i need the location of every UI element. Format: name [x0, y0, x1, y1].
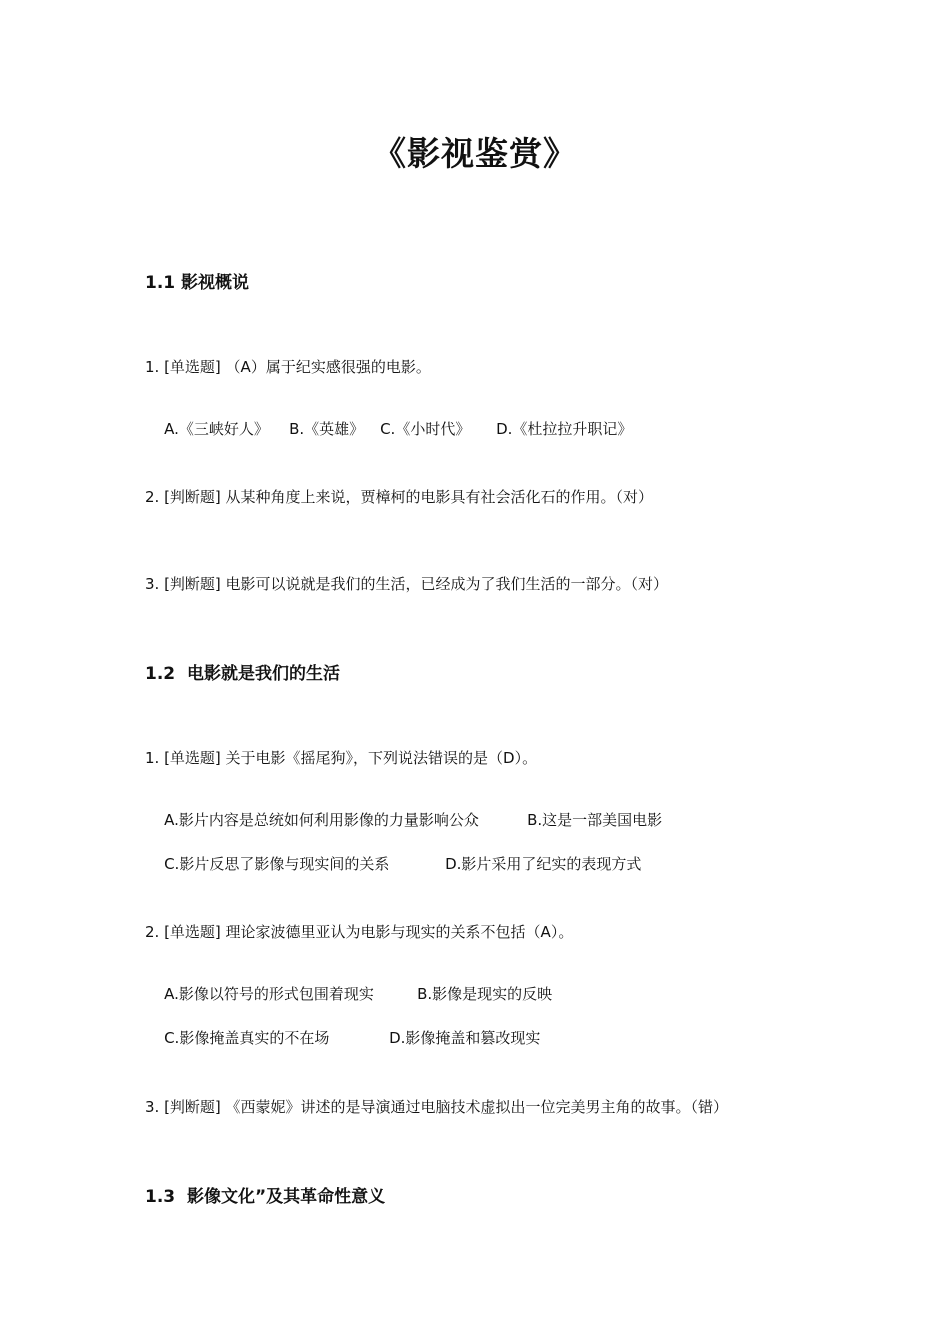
option-b: B.影像是现实的反映 [417, 985, 553, 1003]
option-c: C.影像掩盖真实的不在场 [164, 1029, 330, 1047]
question-1-2-1-stem: 1. [单选题] 关于电影《摇尾狗》，下列说法错误的是（D）。 [145, 749, 538, 767]
option-d: D.《杜拉拉升职记》 [496, 420, 633, 438]
option-a: A.影片内容是总统如何利用影像的力量影响公众 [164, 811, 479, 829]
option-b: B.这是一部美国电影 [527, 811, 663, 829]
option-a: A.《三峡好人》 [164, 420, 269, 438]
question-1-1-1-options [145, 400, 632, 457]
section-heading-1-1: 1.1 影视概说 [145, 273, 250, 293]
option-c: C.影片反思了影像与现实间的关系 [164, 855, 390, 873]
option-c: C.《小时代》 [380, 420, 471, 438]
question-1-2-2-options-row2 [145, 1009, 540, 1066]
section-heading-1-2: 1.2 电影就是我们的生活 [145, 664, 340, 684]
question-1-2-1-options-row2 [145, 835, 641, 892]
question-1-1-2-stem: 2. [判断题] 从某种角度上来说，贾樟柯的电影具有社会活化石的作用。（对） [145, 488, 654, 506]
option-d: D.影片采用了纪实的表现方式 [445, 855, 642, 873]
question-1-1-3-stem: 3. [判断题] 电影可以说就是我们的生活，已经成为了我们生活的一部分。（对） [145, 575, 669, 593]
option-b: B.《英雄》 [289, 420, 365, 438]
question-1-2-3-stem: 3. [判断题] 《西蒙妮》讲述的是导演通过电脑技术虚拟出一位完美男主角的故事。（错） [145, 1098, 729, 1116]
question-1-1-1-stem: 1. [单选题] （A）属于纪实感很强的电影。 [145, 358, 431, 376]
option-d: D.影像掩盖和篡改现实 [389, 1029, 541, 1047]
option-a: A.影像以符号的形式包围着现实 [164, 985, 374, 1003]
document-title: 《影视鉴赏》 [373, 134, 577, 173]
question-1-2-2-stem: 2. [单选题] 理论家波德里亚认为电影与现实的关系不包括（A）。 [145, 923, 574, 941]
section-heading-1-3: 1.3 影像文化”及其革命性意义 [145, 1187, 386, 1207]
